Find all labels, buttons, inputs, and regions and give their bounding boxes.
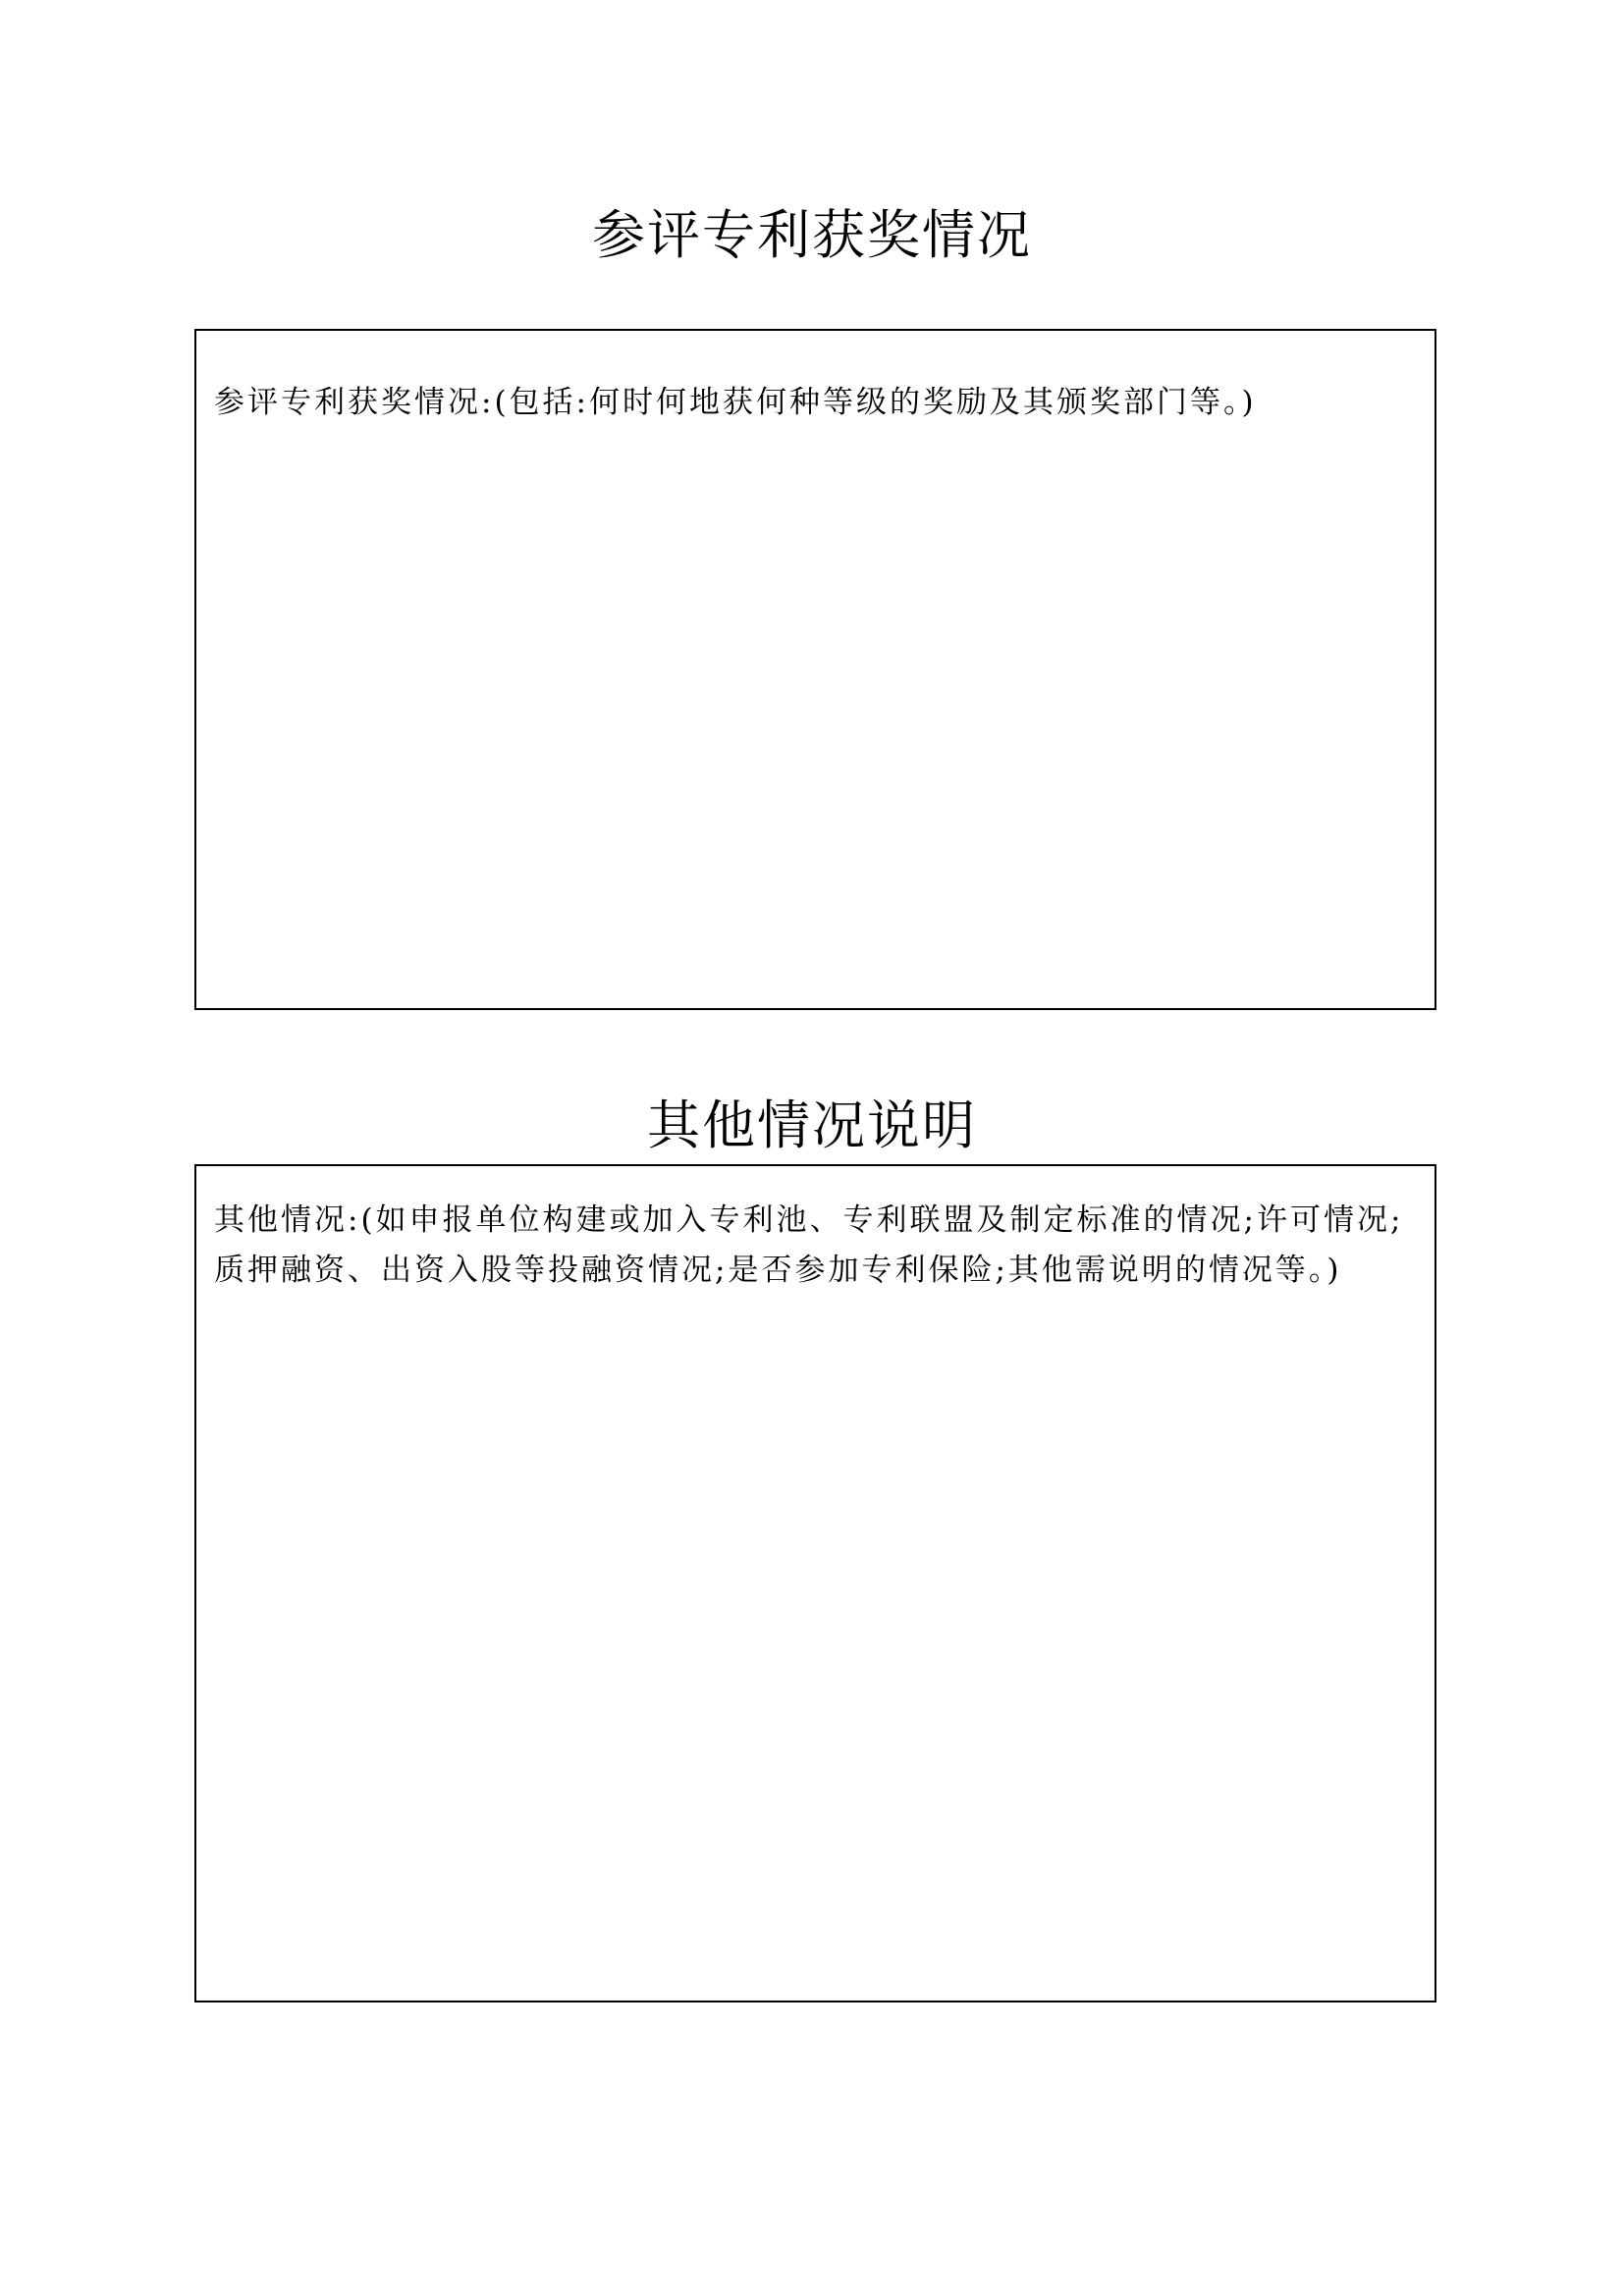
other-info-prompt: 其他情况:(如申报单位构建或加入专利池、专利联盟及制定标准的情况;许可情况;质押融资、出资入股等投融资情况;是否参加专利保险;其他需说明的情况等。) (214, 1202, 1404, 1288)
award-section-title: 参评专利获奖情况 (592, 204, 1032, 266)
other-info-section-title: 其他情况说明 (647, 1095, 977, 1156)
other-info-field[interactable] (194, 1164, 1436, 2002)
award-info-field[interactable] (194, 329, 1436, 1010)
award-info-prompt: 参评专利获奖情况:(包括:何时何地获何种等级的奖励及其颁奖部门等。) (214, 385, 1257, 420)
